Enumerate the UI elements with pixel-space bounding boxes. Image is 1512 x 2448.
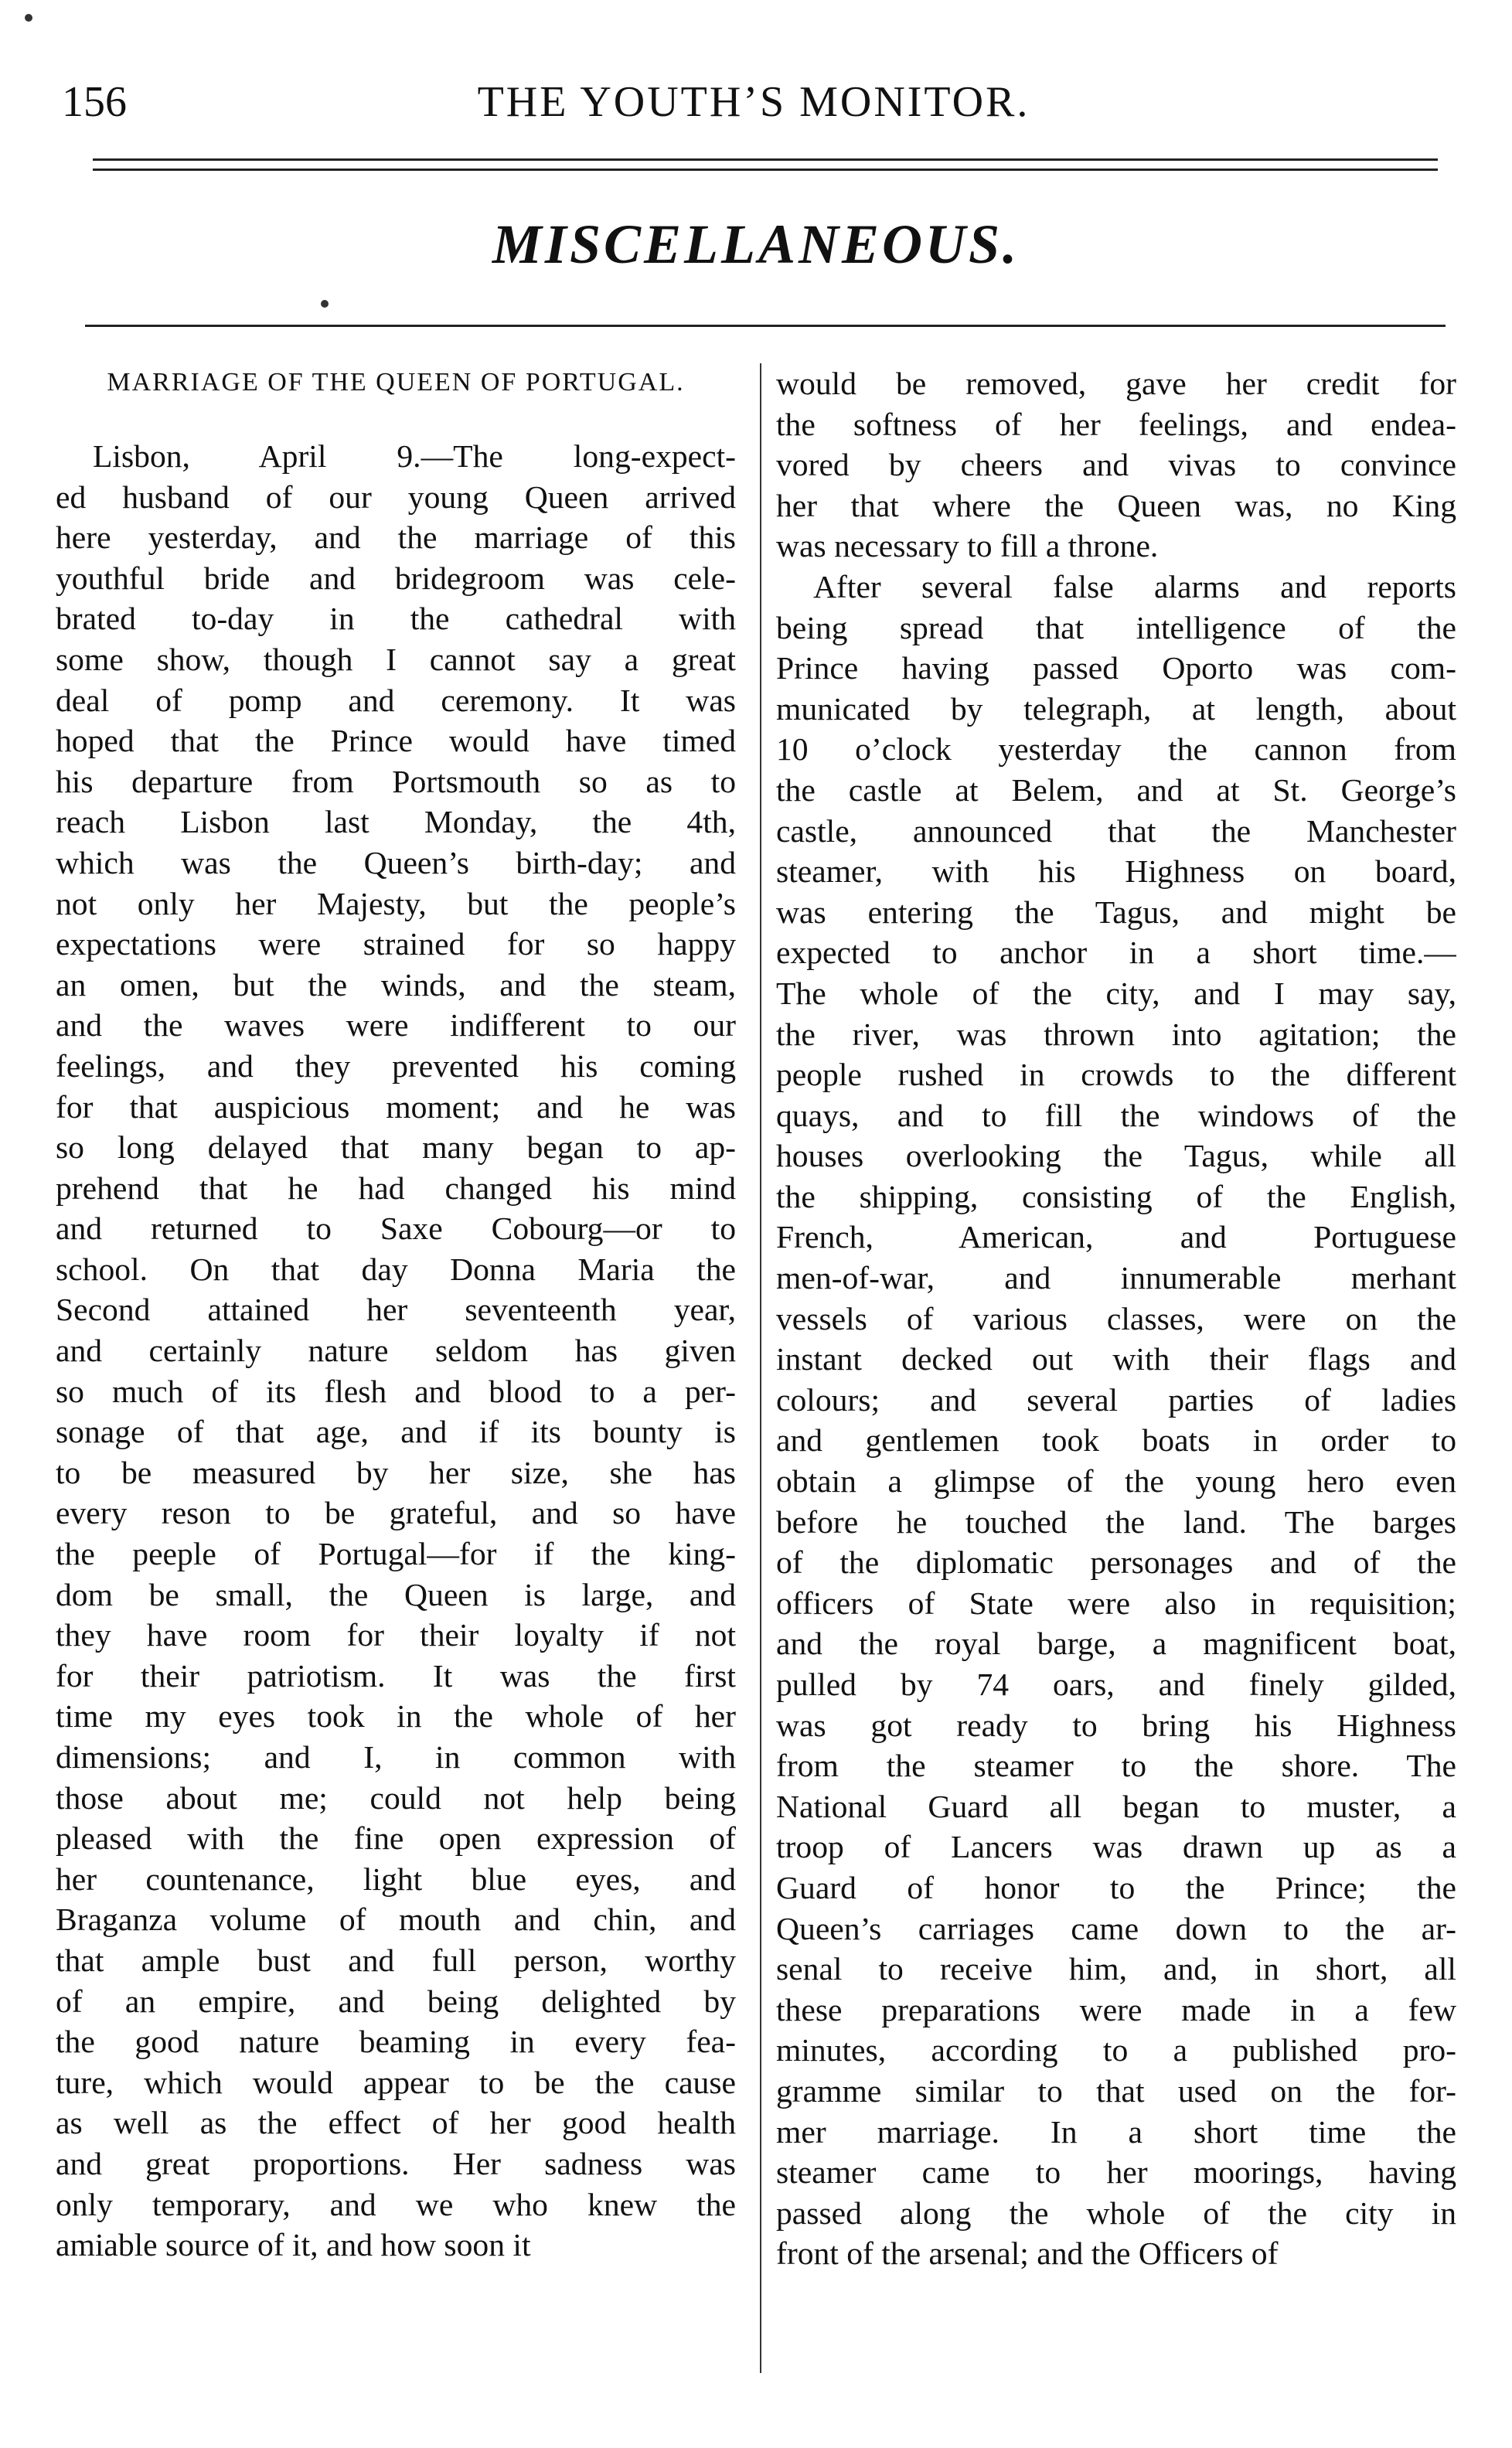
text-line: youthful bride and bridegroom was cele- [56,560,736,596]
text-line: pulled by 74 oars, and finely gilded, [776,1667,1456,1702]
text-line: hoped that the Prince would have timed [56,723,736,759]
text-line: passed along the whole of the city in [776,2194,1456,2231]
article-heading: MARRIAGE OF THE QUEEN OF PORTUGAL. [107,368,685,397]
text-line: troop of Lancers was drawn up as a [776,1829,1456,1865]
text-line: to be measured by her size, she has [56,1454,736,1490]
text-line: was got ready to bring his Highness [776,1707,1456,1743]
text-line: and great proportions. Her sadness was [56,2145,736,2181]
section-title: MISCELLANEOUS. [492,213,1020,275]
header-rule [93,169,1438,171]
text-line: quays, and to fill the windows of the [776,1097,1456,1133]
text-line: only temporary, and we who knew the [56,2186,736,2222]
text-line: castle, announced that the Manchester [776,812,1456,849]
text-line: they have room for their loyalty if not [56,1617,736,1653]
text-line: time my eyes took in the whole of her [56,1698,736,1735]
section-rule [85,325,1446,327]
text-line: ture, which would appear to be the cause [56,2064,736,2100]
text-line: and gentlemen took boats in order to [776,1422,1456,1459]
text-line: steamer, with his Highness on board, [776,853,1456,890]
text-line: and returned to Saxe Cobourg—or to [56,1210,736,1247]
text-line: of an empire, and being delighted by [56,1983,736,2019]
text-line: dom be small, the Queen is large, and [56,1576,736,1612]
text-line: her that where the Queen was, no King [776,487,1456,523]
text-line: ed husband of our young Queen arrived [56,478,736,515]
text-line: instant decked out with their flags and [776,1341,1456,1377]
text-line: officers of State were also in requisition; [776,1585,1456,1621]
text-line: front of the arsenal; and the Officers of [776,2235,1279,2272]
text-line: deal of pomp and ceremony. It was [56,682,736,718]
text-line: 10 o’clock yesterday the cannon from [776,731,1456,768]
text-line: the good nature beaming in every fea- [56,2024,736,2060]
header-rule [93,158,1438,161]
text-line: her countenance, light blue eyes, and [56,1861,736,1897]
text-line: the softness of her feelings, and endea- [776,406,1456,442]
text-line: was necessary to fill a throne. [776,528,1159,564]
text-line: sonage of that age, and if its bounty is [56,1414,736,1450]
right-column [776,363,1456,2274]
text-line: the peeple of Portugal—for if the king- [56,1536,736,1572]
text-line: gramme similar to that used on the for- [776,2072,1456,2109]
text-line: his departure from Portsmouth so as to [56,763,736,799]
page-number: 156 [62,78,127,126]
text-line: National Guard all began to muster, a [776,1788,1456,1824]
text-line: of the diplomatic personages and of the [776,1544,1456,1581]
text-line: reach Lisbon last Monday, the 4th, [56,804,736,840]
text-line: the river, was thrown into agitation; the [776,1016,1456,1052]
text-line: the castle at Belem, and at St. George’s [776,771,1456,808]
text-line: brated to-day in the cathedral with [56,601,736,637]
column-divider [760,363,761,2373]
text-line: colours; and several parties of ladies [776,1381,1456,1418]
text-line: amiable source of it, and how soon it [56,2227,531,2263]
text-line: which was the Queen’s birth-day; and [56,844,736,880]
text-line: every reson to be grateful, and so have [56,1495,736,1531]
text-line: Queen’s carriages came down to the ar- [776,1910,1456,1946]
text-line: not only her Majesty, but the people’s [56,885,736,921]
text-line: Braganza volume of mouth and chin, and [56,1902,736,1938]
text-line: here yesterday, and the marriage of this [56,519,736,556]
text-line: senal to receive him, and, in short, all [776,1951,1456,1987]
text-line: Lisbon, April 9.—The long-expect- [93,438,736,474]
page-header [62,77,1446,139]
text-line: and the waves were indifferent to our [56,1007,736,1044]
text-line: The whole of the city, and I may say, [776,975,1456,1011]
text-line: feelings, and they prevented his coming [56,1047,736,1084]
text-line: houses overlooking the Tagus, while all [776,1138,1456,1174]
text-line: people rushed in crowds to the different [776,1057,1456,1093]
text-line: After several false alarms and reports [813,568,1456,604]
text-line: some show, though I cannot say a great [56,641,736,677]
text-line: was entering the Tagus, and might be [776,894,1456,930]
text-line: expected to anchor in a short time.— [776,935,1456,971]
text-line: minutes, according to a published pro- [776,2032,1456,2068]
text-line: being spread that intelligence of the [776,609,1456,645]
text-line: men-of-war, and innumerable merhant [776,1260,1456,1296]
text-line: Guard of honor to the Prince; the [776,1869,1456,1905]
text-line: Second attained her seventeenth year, [56,1292,736,1328]
text-line: obtain a glimpse of the young hero even [776,1463,1456,1500]
text-line: for that auspicious moment; and he was [56,1088,736,1125]
text-line: would be removed, gave her credit for [776,366,1456,401]
text-line: pleased with the fine open expression of [56,1820,736,1857]
text-line: steamer came to her moorings, having [776,2154,1456,2191]
text-line: and certainly nature seldom has given [56,1333,736,1369]
text-line: those about me; could not help being [56,1779,736,1816]
text-line: vessels of various classes, were on the [776,1300,1456,1336]
text-line: from the steamer to the shore. The [776,1748,1456,1784]
text-line: school. On that day Donna Maria the [56,1251,736,1287]
text-line: these preparations were made in a few [776,1991,1456,2028]
text-line: and the royal barge, a magnificent boat, [776,1626,1456,1662]
running-title: THE YOUTH’S MONITOR. [477,78,1030,126]
text-line: as well as the effect of her good health [56,2105,736,2141]
text-line: municated by telegraph, at length, about [776,690,1456,727]
text-line: so long delayed that many began to ap- [56,1129,736,1166]
text-line: for their patriotism. It was the first [56,1657,736,1694]
text-line: mer marriage. In a short time the [776,2113,1456,2150]
text-line: French, American, and Portuguese [776,1219,1456,1255]
text-line: Prince having passed Oporto was com- [776,650,1456,686]
text-line: before he touched the land. The barges [776,1503,1456,1540]
text-line: that ample bust and full person, worthy [56,1942,736,1978]
left-column [56,363,736,2266]
text-line: expectations were strained for so happy [56,926,736,962]
text-line: vored by cheers and vivas to convince [776,447,1456,483]
text-line: so much of its flesh and blood to a per- [56,1373,736,1409]
ink-speck [25,14,32,22]
ink-speck [321,300,329,308]
text-line: the shipping, consisting of the English, [776,1178,1456,1214]
text-line: an omen, but the winds, and the steam, [56,966,736,1003]
text-line: prehend that he had changed his mind [56,1170,736,1206]
text-line: dimensions; and I, in common with [56,1739,736,1775]
